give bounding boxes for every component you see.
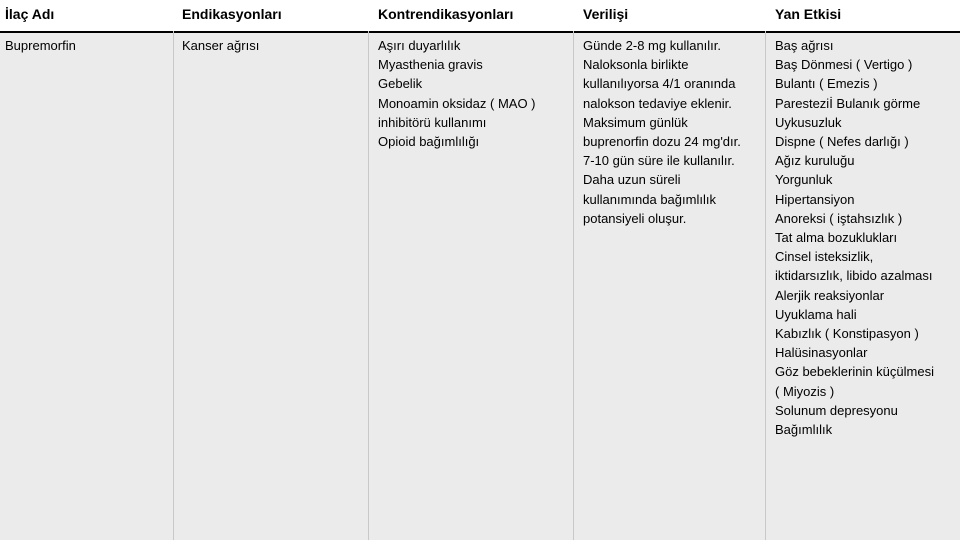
cell-indications	[182, 36, 259, 55]
cell-line: Yorgunluk	[775, 172, 833, 188]
header-contraindications: Kontrendikasyonları	[378, 6, 514, 22]
cell-line: Kabızlık ( Konstipasyon )	[775, 326, 919, 342]
cell-line: nalokson tedaviye eklenir.	[583, 95, 732, 111]
cell-drug-name	[5, 36, 76, 55]
column-divider	[368, 31, 369, 540]
cell-line: Uyuklama hali	[775, 306, 857, 322]
cell-line: Bağımlılık	[775, 422, 833, 438]
cell-line: Monoamin oksidaz ( MAO )	[378, 95, 536, 111]
cell-line: ( Miyozis )	[775, 383, 835, 399]
cell-line: Alerjik reaksiyonlar	[775, 287, 885, 303]
cell-line: Bulantı ( Emezis )	[775, 76, 878, 92]
cell-side-effects	[775, 36, 934, 439]
header-administration: Verilişi	[583, 6, 629, 22]
cell-line: Hipertansiyon	[775, 191, 855, 207]
cell-line: Anoreksi ( iştahsızlık )	[775, 210, 903, 226]
cell-line: Tat alma bozuklukları	[775, 230, 898, 246]
cell-line: Paresteziİ Bulanık görme	[775, 95, 921, 111]
header-divider	[0, 31, 960, 33]
cell-line: Gebelik	[378, 76, 423, 92]
cell-line: Dispne ( Nefes darlığı )	[775, 134, 909, 150]
cell-line: Solunum depresyonu	[775, 402, 898, 418]
cell-line: kullanılıyorsa 4/1 oranında	[583, 76, 736, 92]
cell-contraindications	[378, 36, 536, 151]
cell-administration	[583, 36, 741, 228]
cell-line: inhibitörü kullanımı	[378, 114, 487, 130]
cell-line: Göz bebeklerinin küçülmesi	[775, 364, 934, 380]
cell-line: Baş Dönmesi ( Vertigo )	[775, 57, 913, 73]
cell-line: Günde 2-8 mg kullanılır.	[583, 38, 722, 53]
cell-line: Baş ağrısı	[775, 38, 834, 53]
cell-line: Daha uzun süreli	[583, 172, 681, 188]
cell-line: Halüsinasyonlar	[775, 345, 868, 361]
header-side-effects: Yan Etkisi	[775, 6, 842, 22]
column-divider	[173, 31, 174, 540]
cell-line: iktidarsızlık, libido azalması	[775, 268, 933, 284]
cell-line: Aşırı duyarlılık	[378, 38, 461, 53]
cell-line: 7-10 gün süre ile kullanılır.	[583, 153, 735, 169]
cell-line: Bupremorfin	[5, 38, 76, 53]
cell-line: potansiyeli oluşur.	[583, 210, 687, 226]
column-divider	[765, 31, 766, 540]
cell-line: Myasthenia gravis	[378, 57, 483, 73]
column-divider	[573, 31, 574, 540]
header-indications: Endikasyonları	[182, 6, 282, 22]
cell-line: Naloksonla birlikte	[583, 57, 689, 73]
cell-line: Maksimum günlük	[583, 114, 688, 130]
cell-line: Kanser ağrısı	[182, 38, 260, 53]
cell-line: buprenorfin dozu 24 mg'dır.	[583, 134, 741, 150]
cell-line: Ağız kuruluğu	[775, 153, 855, 169]
cell-line: kullanımında bağımlılık	[583, 191, 716, 207]
cell-line: Uykusuzluk	[775, 114, 842, 130]
header-drug-name: İlaç Adı	[5, 6, 55, 22]
cell-line: Cinsel isteksizlik,	[775, 249, 874, 265]
cell-line: Opioid bağımlılığı	[378, 134, 480, 150]
